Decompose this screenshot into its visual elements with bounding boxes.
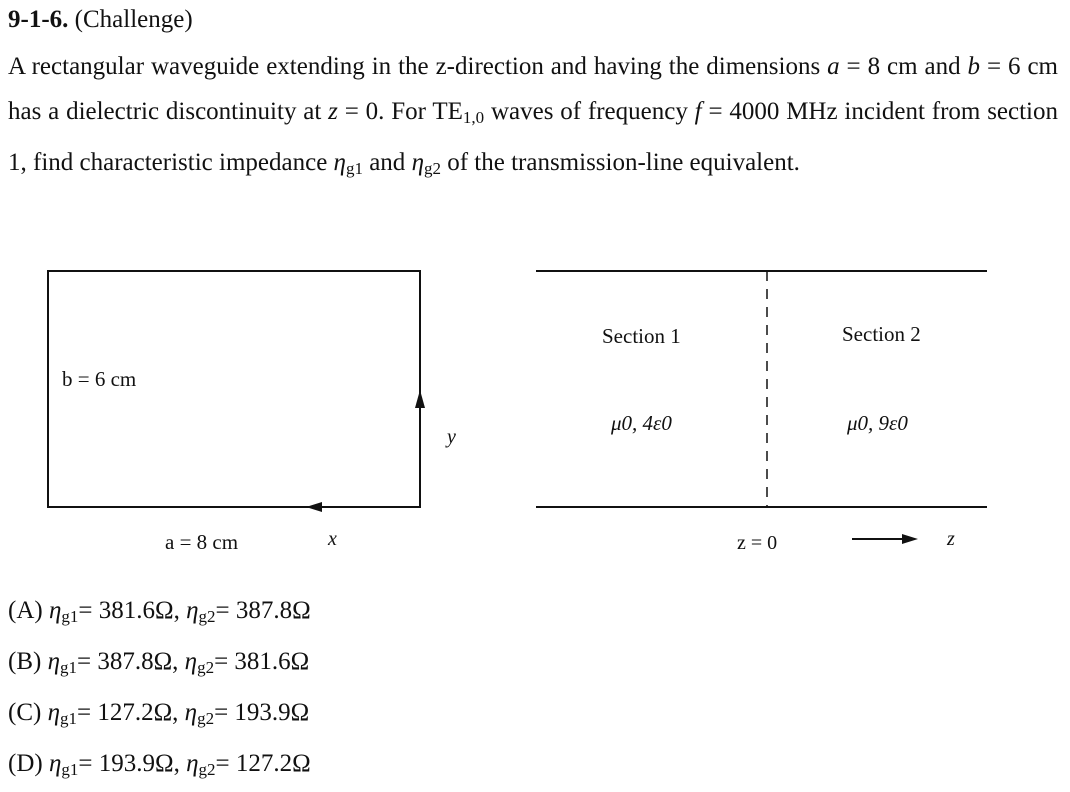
symbol-f: f bbox=[694, 98, 702, 125]
choice-letter: (A) bbox=[8, 597, 43, 624]
z-arrow-icon bbox=[902, 534, 918, 544]
a-dimension-label: a = 8 cm bbox=[165, 530, 239, 554]
z-axis-label: z bbox=[947, 528, 955, 550]
y-arrow-icon bbox=[415, 390, 425, 408]
b-dimension-label: b = 6 cm bbox=[62, 367, 137, 391]
x-axis-label: x bbox=[328, 528, 337, 550]
symbol-eta: η bbox=[184, 648, 198, 675]
statement-text: and bbox=[362, 149, 412, 176]
y-axis-label: y bbox=[447, 426, 456, 448]
mode-subscript: 1,0 bbox=[462, 108, 485, 127]
eta-subscript: g1 bbox=[61, 760, 79, 779]
eta-subscript: g1 bbox=[59, 658, 77, 677]
choice-letter: (D) bbox=[8, 750, 43, 777]
symbol-b: b bbox=[967, 53, 981, 80]
statement-text: of the transmission-line equivalent. bbox=[440, 149, 800, 176]
symbol-eta: η bbox=[186, 597, 199, 624]
eta1-value: = 193.9Ω bbox=[78, 750, 174, 777]
eta-subscript: g2 bbox=[198, 607, 216, 626]
symbol-eta: η bbox=[47, 648, 60, 675]
answer-choices bbox=[8, 588, 311, 792]
symbol-eta: η bbox=[48, 597, 62, 624]
eta-subscript: g2 bbox=[423, 159, 441, 178]
discontinuity-diagram bbox=[536, 271, 987, 554]
cross-section-diagram bbox=[48, 271, 456, 554]
statement-text: = 4000 MHz incident from section 1, find characteristic impedance bbox=[8, 98, 1059, 176]
eta2-value: = 381.6Ω bbox=[214, 648, 310, 675]
problem-number: 9-1-6. bbox=[8, 6, 69, 33]
z0-label: z = 0 bbox=[737, 532, 778, 554]
eta1-value: = 387.8Ω bbox=[76, 648, 173, 675]
eta1-value: = 381.6Ω bbox=[78, 597, 174, 624]
symbol-z: z bbox=[328, 98, 338, 125]
eta2-value: = 193.9Ω bbox=[214, 699, 310, 726]
eta-subscript: g2 bbox=[197, 709, 215, 728]
symbol-eta: η bbox=[184, 699, 198, 726]
problem-tag: (Challenge) bbox=[74, 6, 193, 33]
section2-label: Section 2 bbox=[842, 322, 921, 346]
symbol-eta: η bbox=[48, 750, 62, 777]
statement-text: = 0. For TE bbox=[337, 98, 463, 125]
choice-b[interactable]: (B) ηg1= 387.8Ω, ηg2= 381.6Ω bbox=[8, 648, 310, 677]
symbol-eta: η bbox=[186, 750, 199, 777]
eta2-value: = 387.8Ω bbox=[215, 597, 311, 624]
eta-subscript: g1 bbox=[61, 607, 79, 626]
eta-subscript: g2 bbox=[197, 658, 215, 677]
choice-d[interactable]: (D) ηg1= 193.9Ω, ηg2= 127.2Ω bbox=[8, 750, 311, 779]
section1-label: Section 1 bbox=[602, 324, 681, 348]
section2-material: μ0, 9ε0 bbox=[847, 411, 908, 435]
x-arrow-icon bbox=[306, 502, 322, 512]
symbol-eta: η bbox=[333, 149, 346, 176]
choice-c[interactable]: (C) ηg1= 127.2Ω, ηg2= 193.9Ω bbox=[8, 699, 310, 728]
statement-text: A rectangular waveguide extending in the z-direction and having the dimensions bbox=[8, 53, 828, 80]
symbol-eta: η bbox=[411, 149, 424, 176]
choice-a[interactable]: (A) ηg1= 381.6Ω, ηg2= 387.8Ω bbox=[8, 597, 311, 626]
eta-subscript: g1 bbox=[59, 709, 77, 728]
eta-subscript: g2 bbox=[198, 760, 216, 779]
statement-text: = 6 cm has a dielectric discontinuity at bbox=[8, 53, 1058, 125]
choice-letter: (B) bbox=[8, 648, 42, 675]
symbol-a: a bbox=[827, 53, 840, 80]
statement-text: = 8 cm and bbox=[839, 53, 968, 80]
eta-subscript: g1 bbox=[345, 159, 363, 178]
eta1-value: = 127.2Ω bbox=[76, 699, 173, 726]
symbol-eta: η bbox=[47, 699, 60, 726]
statement-text: waves of frequency bbox=[484, 98, 695, 125]
section1-material: μ0, 4ε0 bbox=[611, 411, 672, 435]
choice-letter: (C) bbox=[8, 699, 42, 726]
eta2-value: = 127.2Ω bbox=[215, 750, 311, 777]
